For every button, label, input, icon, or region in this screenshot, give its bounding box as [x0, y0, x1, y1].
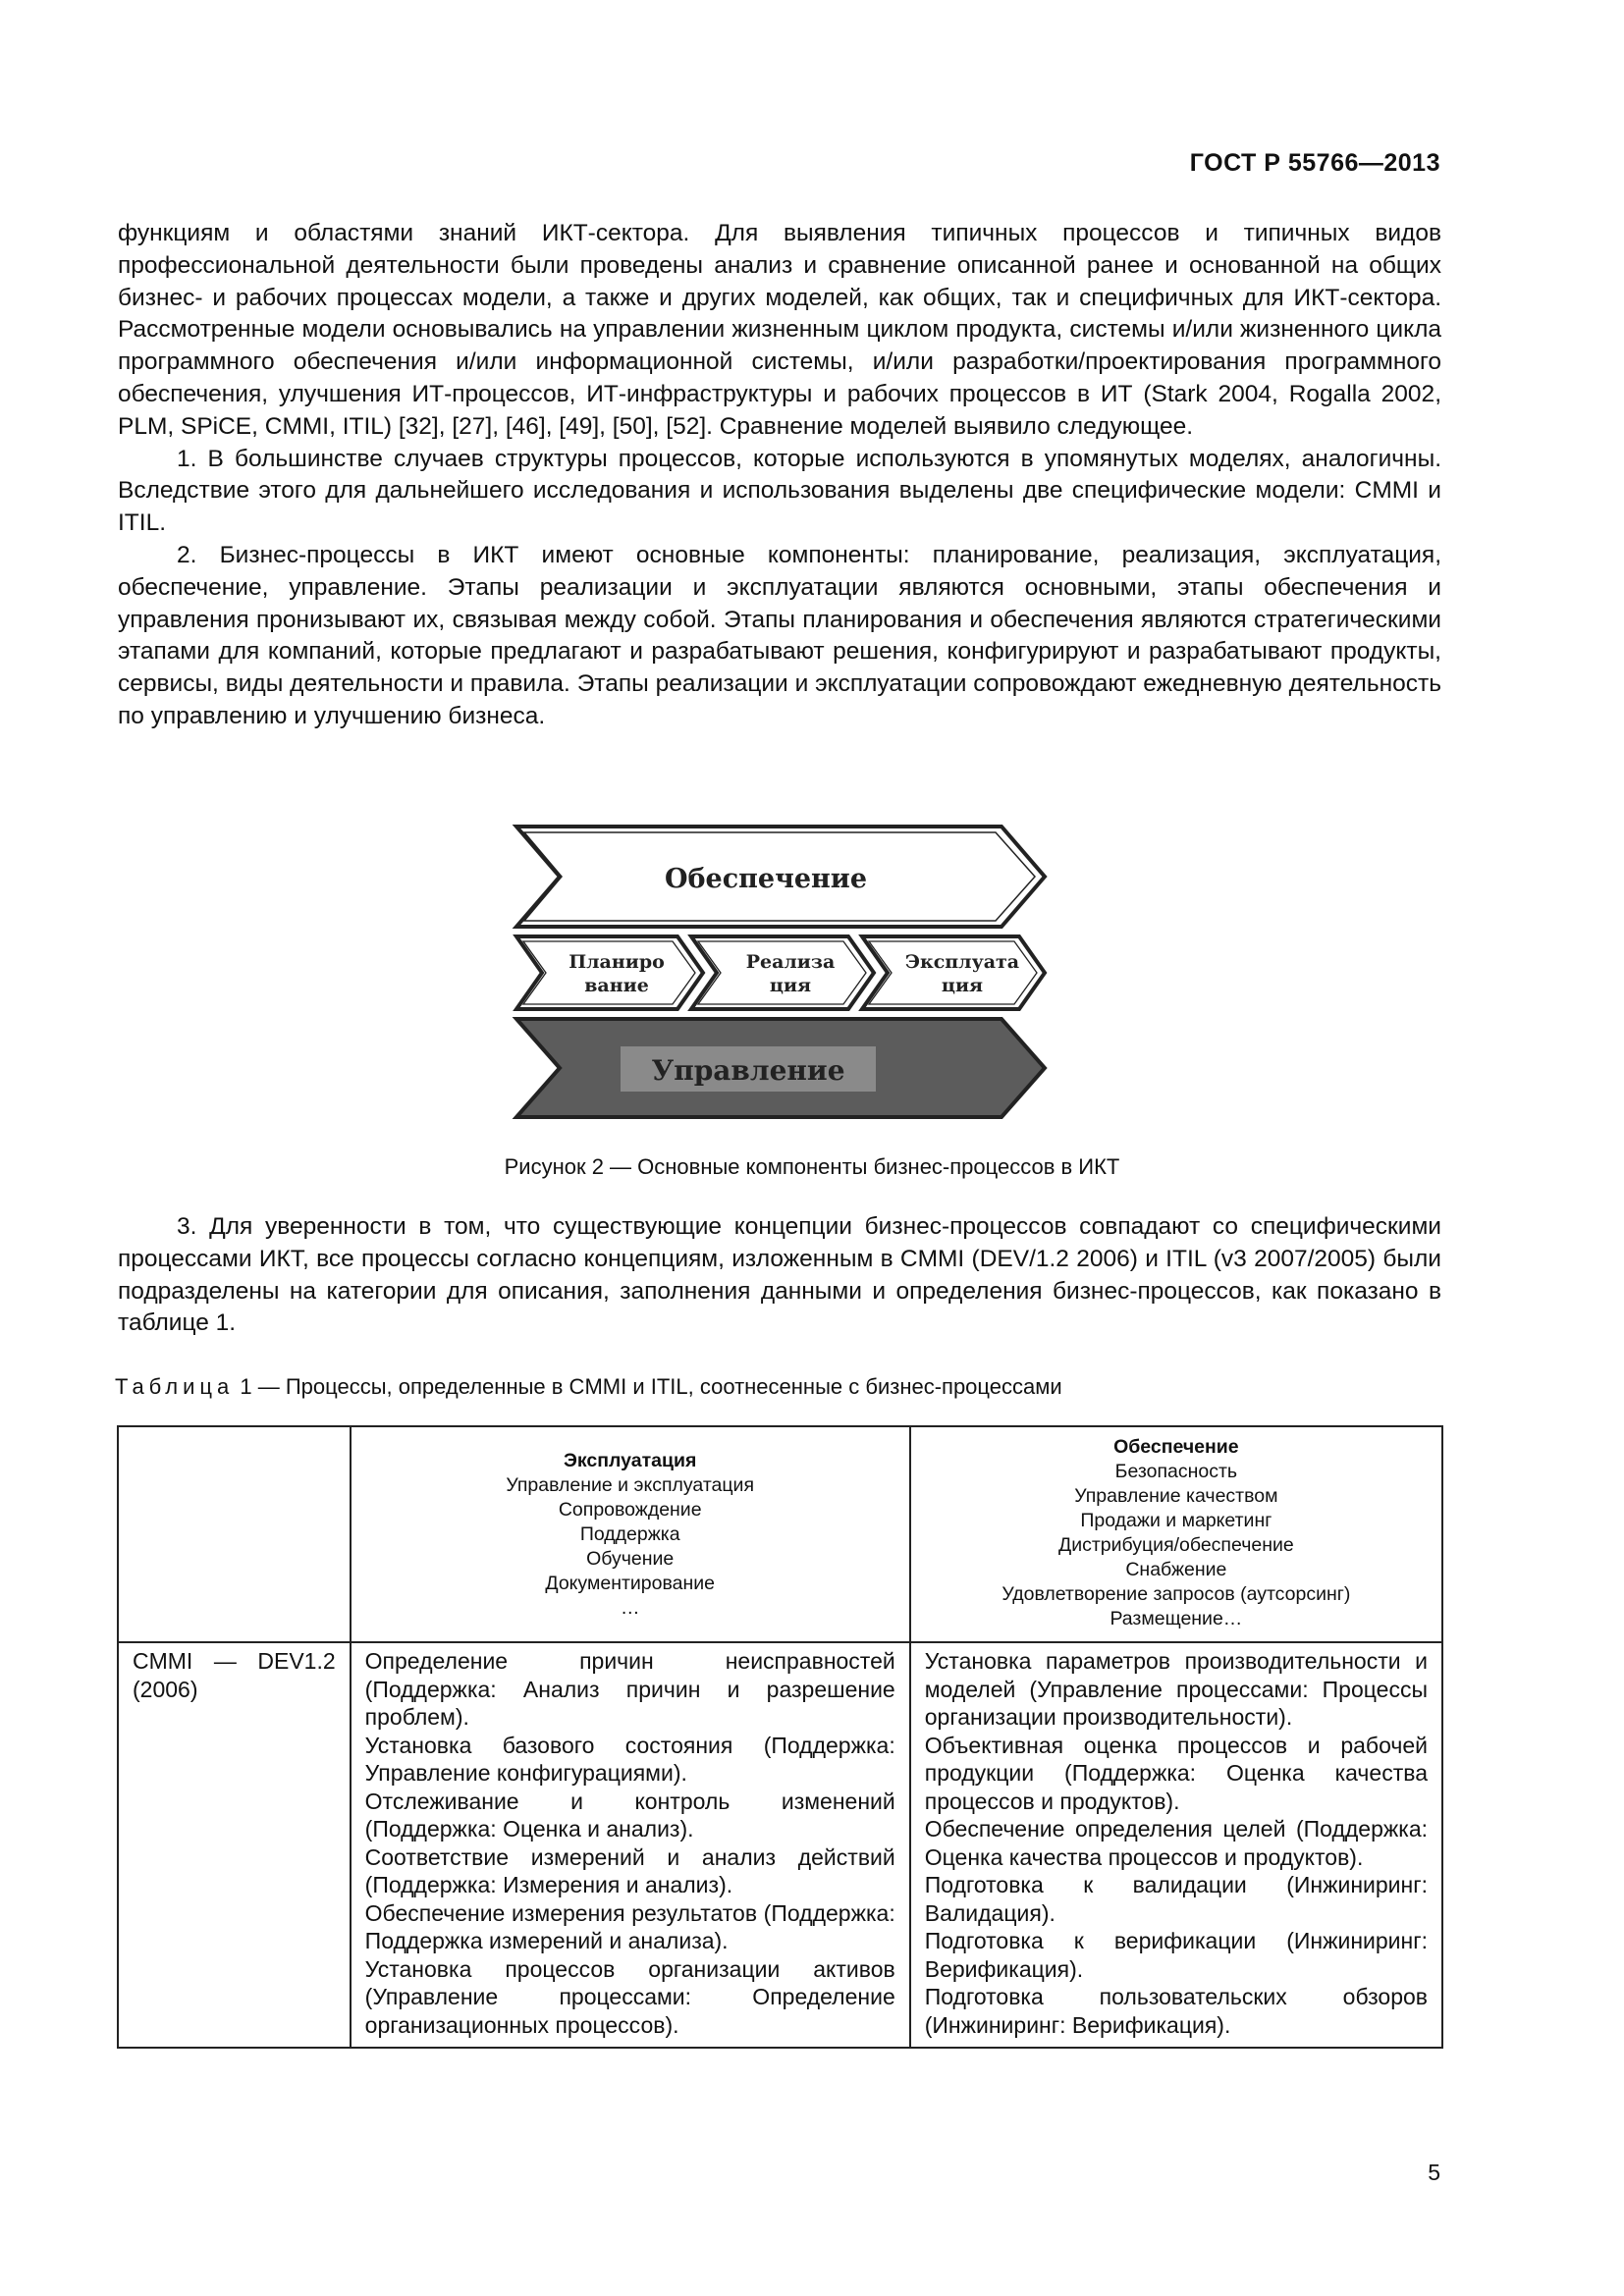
table-row — [118, 1642, 1442, 2048]
cmmi-support-cell — [910, 1642, 1442, 2048]
support-header-item: Безопасность — [1114, 1461, 1238, 1482]
realization-chevron — [691, 936, 874, 1009]
header-cell-empty — [118, 1426, 351, 1642]
intro-paragraph: функциям и областями знаний ИКТ-сектора. Для выявления типичных процессов и типичных видов профессиональной деятельности были проведены анализ и сравнение описанной ранее и основанной на общих бизнес- и рабочих процессах модели, а также и других моделей, как общих, так и специфичных для ИКТ-сектора. Рассмотренные модели основывались на управлении жизненным циклом продукта, системы и/или жизненного цикла программного обеспечения и/или информационной системы, и/или разработки/проектирования программного обеспечения, улучшения ИТ-процессов, ИТ-инфраструктуры и рабочих процессов в ИТ (Stark 2004, Rogalla 2002, PLM, SPiCE, CMMI, ITIL) [32], [27], [46], [49], [50], [52]. Сравнение моделей выявило следующее. — [118, 220, 1441, 440]
exploitation-header-item: … — [620, 1597, 640, 1619]
planning-label-line1: Планиро — [568, 951, 665, 973]
support-header-item: Продажи и маркетинг — [1080, 1510, 1272, 1531]
management-label: Управление — [651, 1054, 845, 1087]
support-header-item: Дистрибуция/обеспечение — [1058, 1534, 1294, 1556]
exploitation-header-item: Управление и эксплуатация — [506, 1474, 755, 1496]
process-entry: Установка базового состояния (Поддержка: Управление конфигурациями). — [364, 1732, 895, 1786]
page-number: 5 — [1428, 2160, 1440, 2185]
business-process-diagram — [511, 823, 1051, 1119]
process-entry: Установка параметров производительности и моделей (Управление процессами: Процессы организации производительности). — [924, 1648, 1428, 1730]
exploitation-header-title: Эксплуатация — [564, 1450, 697, 1471]
process-entry: Соответствие измерений и анализ действий (Поддержка: Измерения и анализ). — [364, 1843, 895, 1897]
table-caption-text: 1 — Процессы, определенные в CMMI и ITIL, соотнесенные с бизнес-процессами — [234, 1374, 1062, 1399]
header-cell-support — [910, 1426, 1442, 1642]
process-entry: Объективная оценка процессов и рабочей продукции (Поддержка: Оценка качества процессов и продуктов). — [924, 1732, 1428, 1814]
support-header-item: Размещение… — [1110, 1608, 1243, 1629]
support-label: Обеспечение — [665, 864, 867, 894]
exploitation-label-line1: Эксплуата — [904, 951, 1020, 973]
table-header-row — [118, 1426, 1442, 1642]
planning-label-line2: вание — [584, 975, 649, 996]
realization-label-line1: Реализа — [745, 951, 836, 973]
table-caption — [115, 1374, 1062, 1400]
process-entry: Подготовка к верификации (Инжиниринг: Верификация). — [924, 1928, 1428, 1982]
exploitation-label-line2: ция — [941, 975, 984, 996]
process-entry: Установка процессов организации активов (Управление процессами: Определение организационных процессов). — [364, 1955, 895, 2038]
list-item-3: 3. Для уверенности в том, что существующие концепции бизнес-процессов совпадают со специфическими процессами ИКТ, все процессы согласно концепциям, изложенным в CMMI (DEV/1.2 2006) и ITIL (v3 2007/2005) были подразделены на категории для описания, заполнения данными и определения бизнес-процессов, как показано в таблице 1. — [118, 1213, 1441, 1337]
exploitation-header-item: Обучение — [586, 1548, 675, 1570]
planning-chevron — [516, 936, 703, 1009]
body-text-continued — [118, 1211, 1441, 1340]
header-cell-exploitation — [351, 1426, 910, 1642]
exploitation-header-item: Поддержка — [579, 1523, 680, 1545]
processes-table — [117, 1425, 1443, 2049]
document-standard-id: ГОСТ Р 55766—2013 — [1189, 149, 1440, 177]
support-header-item: Снабжение — [1125, 1559, 1227, 1580]
list-item-1: 1. В большинстве случаев структуры процессов, которые используются в упомянутых моделях, аналогичны. Вследствие этого для дальнейшего исследования и использования выделены две специфические модели: CMMI и ITIL. — [118, 445, 1441, 537]
figure-caption: Рисунок 2 — Основные компоненты бизнес-процессов в ИКТ — [504, 1154, 1120, 1179]
support-header-title: Обеспечение — [1113, 1436, 1239, 1458]
table-caption-word: Таблица — [115, 1374, 235, 1399]
process-entry: Определение причин неисправностей (Поддержка: Анализ причин и разрешение проблем). — [364, 1648, 895, 1730]
process-entry: Отслеживание и контроль изменений (Поддержка: Оценка и анализ). — [364, 1788, 895, 1842]
body-text — [118, 218, 1441, 733]
process-entry: Подготовка пользовательских обзоров (Инжиниринг: Верификация). — [924, 1984, 1428, 2038]
support-header-item: Управление качеством — [1074, 1485, 1278, 1507]
list-item-2: 2. Бизнес-процессы в ИКТ имеют основные компоненты: планирование, реализация, эксплуатация, обеспечение, управление. Этапы реализации и эксплуатации являются основными, этапы обеспечения и управления пронизывают их, связывая между собой. Этапы планирования и обеспечения являются стратегическими этапами для компаний, которые предлагают и разрабатывают решения, конфигурируют и разрабатывают продукты, сервисы, виды деятельности и правила. Этапы реализации и эксплуатации сопровождают ежедневную деятельность по управлению и улучшению бизнеса. — [118, 541, 1441, 729]
process-entry: Обеспечение измерения результатов (Поддержка: Поддержка измерений и анализа). — [364, 1899, 895, 1953]
process-entry: Обеспечение определения целей (Поддержка: Оценка качества процессов и продуктов). — [924, 1816, 1428, 1870]
exploitation-header-item: Документирование — [545, 1573, 715, 1594]
support-header-item: Удовлетворение запросов (аутсорсинг) — [1001, 1583, 1351, 1605]
exploitation-header-item: Сопровождение — [558, 1499, 702, 1521]
realization-label-line2: ция — [769, 975, 812, 996]
cmmi-exploitation-cell — [351, 1642, 910, 2048]
process-entry: Подготовка к валидации (Инжиниринг: Валидация). — [924, 1872, 1428, 1926]
exploitation-chevron — [862, 936, 1045, 1009]
row-label-cell: CMMI — DEV1.2 (2006) — [118, 1642, 351, 2048]
